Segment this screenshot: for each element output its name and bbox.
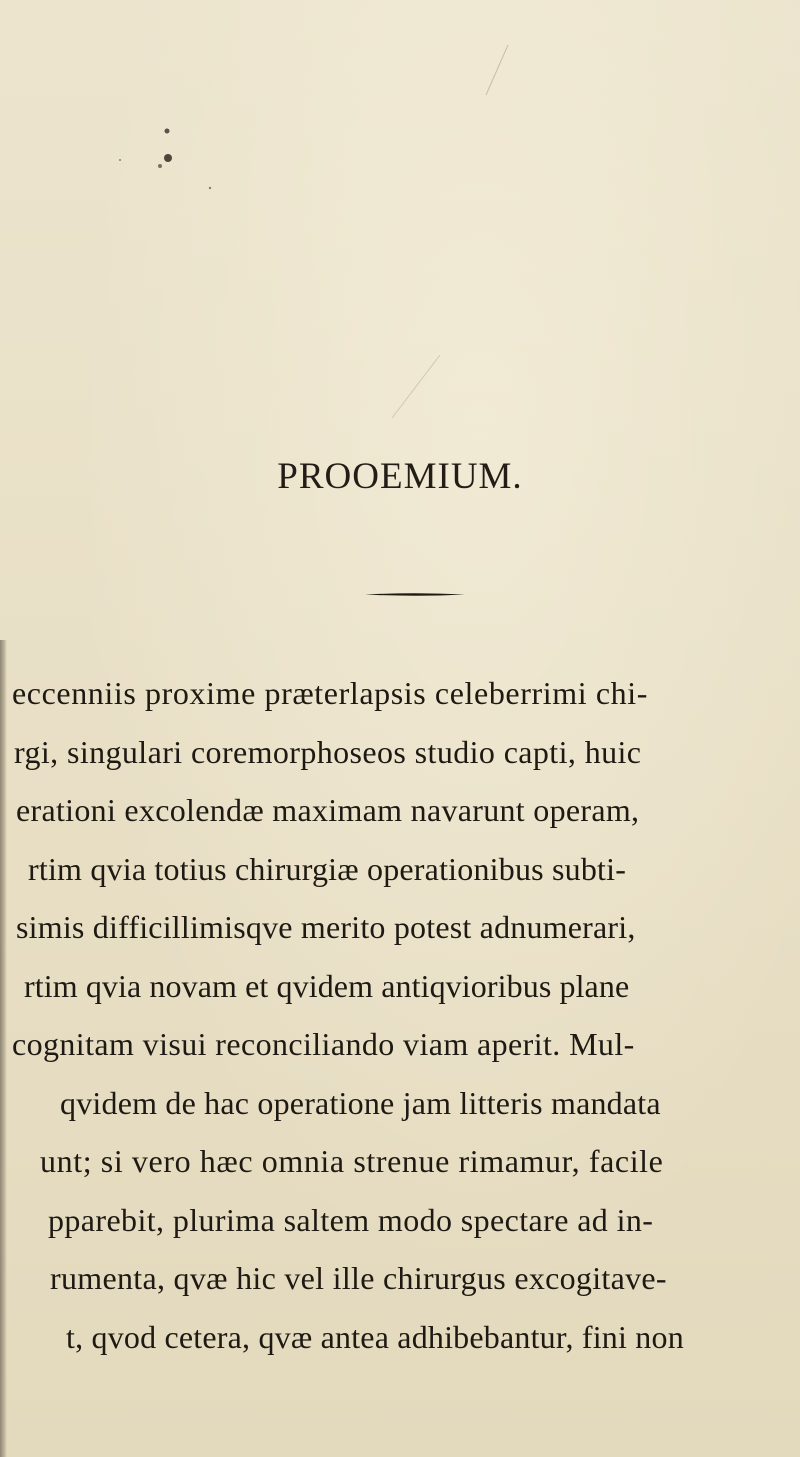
faint-crease bbox=[486, 45, 508, 95]
text-line: unt; si vero hæc omnia strenue rimamur, facile bbox=[40, 1143, 664, 1179]
ornamental-rule bbox=[365, 592, 465, 597]
ink-speck bbox=[209, 187, 211, 189]
text-line: erationi excolendæ maximam navarunt operam, bbox=[16, 792, 640, 828]
text-line: rgi, singulari coremorphoseos studio capti, huic bbox=[14, 733, 642, 770]
page-title: PROOEMIUM. bbox=[277, 456, 523, 497]
paper-specks bbox=[0, 0, 800, 600]
text-line: rtim qvia totius chirurgiæ operationibus subti- bbox=[28, 850, 627, 887]
ink-speck bbox=[165, 129, 170, 134]
ink-speck bbox=[119, 159, 121, 161]
text-line: t, qvod cetera, qvæ antea adhibebantur, fini non bbox=[66, 1318, 684, 1355]
body-text bbox=[6, 664, 796, 1366]
text-line: rtim qvia novam et qvidem antiqvioribus plane bbox=[24, 967, 630, 1004]
text-line: rumenta, qvæ hic vel ille chirurgus excogitave- bbox=[50, 1260, 667, 1296]
text-line: simis difficillimisqve merito potest adnumerari, bbox=[16, 909, 636, 945]
text-line: qvidem de hac operatione jam litteris mandata bbox=[60, 1084, 661, 1121]
text-line: cognitam visui reconciliando viam aperit. Mul- bbox=[12, 1026, 635, 1062]
text-line: pparebit, plurima saltem modo spectare ad in- bbox=[48, 1201, 654, 1238]
ink-speck bbox=[158, 164, 162, 168]
faint-crease bbox=[392, 355, 440, 418]
ink-speck bbox=[164, 154, 172, 162]
text-line: eccenniis proxime præterlapsis celeberrimi chi- bbox=[12, 675, 648, 711]
